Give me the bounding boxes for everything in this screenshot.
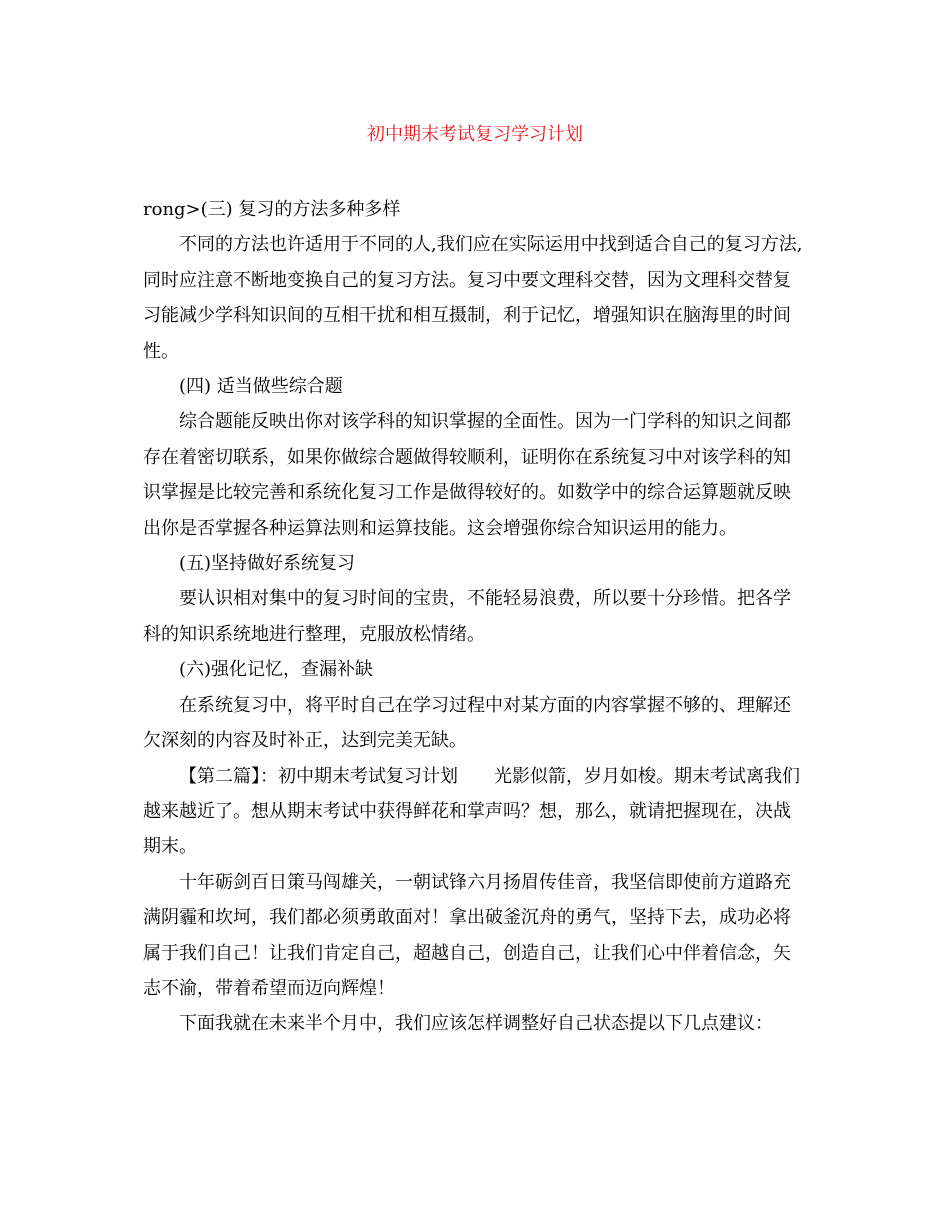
paragraph-encouragement: 十年砺剑百日策马闯雄关，一朝试锋六月扬眉传佳音，我坚信即使前方道路充满阴霾和坎坷，我们都必须勇敢面对！拿出破釜沉舟的勇气，坚持下去，成功必将属于我们自己！让我们肯定自己，超越自己，创造自己，让我们心中伴着信念，矢志不渝，带着希望而迈向辉煌！ <box>143 871 791 999</box>
paragraph-memory: 在系统复习中，将平时自己在学习过程中对某方面的内容掌握不够的、理解还欠深刻的内容及时补正，达到完美无缺。 <box>143 694 791 752</box>
paragraph-comprehensive: 综合题能反映出你对该学科的知识掌握的全面性。因为一门学科的知识之间都存在着密切联系，如果你做综合题做得较顺利，证明你在系统复习中对该学科的知识掌握是比较完善和系统化复习工作是做得较好的。如数学中的综合运算题就反映出你是否掌握各种运算法则和运算技能。这会增强你综合知识运用的能力。 <box>143 411 791 539</box>
section-heading-5: (五)坚持做好系统复习 <box>179 553 356 575</box>
paragraph-second-article: 【第二篇】：初中期末考试复习计划 光影似箭，岁月如梭。期末考试离我们越来越近了。想从期末考试中获得鲜花和掌声吗？想，那么，就请把握现在，决战期末。 <box>143 765 800 858</box>
paragraph-suggestions-intro: 下面我就在未来半个月中，我们应该怎样调整好自己状态提以下几点建议： <box>179 1013 773 1035</box>
section-heading-3: rong>(三) 复习的方法多种多样 <box>143 199 401 220</box>
section-heading-6: (六)强化记忆，查漏补缺 <box>179 659 374 681</box>
document-body <box>143 192 808 1042</box>
paragraph-methods: 不同的方法也许适用于不同的人,我们应在实际运用中找到适合自己的复习方法,同时应注意不断地变换自己的复习方法。复习中要文理科交替，因为文理科交替复习能减少学科知识间的互相干扰和相互摄制，利于记忆，增强知识在脑海里的时间性。 <box>143 234 803 362</box>
document-title: 初中期末考试复习学习计划 <box>367 124 583 145</box>
section-heading-4: (四) 适当做些综合题 <box>179 376 343 398</box>
paragraph-systematic: 要认识相对集中的复习时间的宝贵，不能轻易浪费，所以要十分珍惜。把各学科的知识系统地进行整理，克服放松情绪。 <box>143 588 791 645</box>
